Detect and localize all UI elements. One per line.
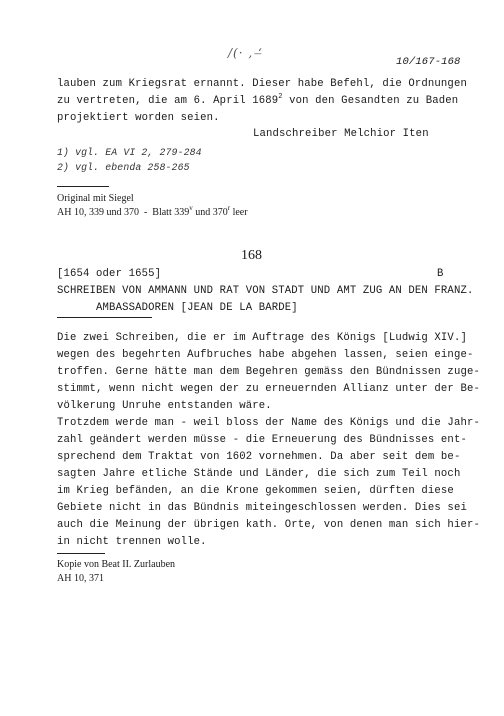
body-line: sagten Jahre etliche Stände und Länder, die sich zum Teil noch [57,468,461,480]
separator-rule [57,317,152,318]
body-line: völkerung Unruhe entstanden wäre. [57,400,272,412]
body-line: auch die Meinung der übrigen kath. Orte, von denen man sich hier- [57,519,480,531]
source-note [57,192,248,220]
text-line: lauben zum Kriegsrat ernannt. Dieser habe Befehl, die Ordnungen [57,78,467,90]
continuation-paragraph [57,76,467,127]
footnote: 2) vgl. ebenda 258-265 [57,161,190,173]
document-title [57,283,473,317]
document-letter: B [437,268,444,280]
text-line: projektiert worden seien. [57,112,220,124]
body-line: Trotzdem werde man - weil bloss der Name des Königs und die Jahr- [57,417,480,429]
document-number: 168 [241,248,262,263]
body-line: wegen des begehrten Aufbruches habe abgehen lassen, seien einge- [57,349,474,361]
text-line: zu vertreten, die am 6. April 1689$^2$ von den Gesandten zu Baden [57,93,459,107]
source-line: AH 10, 339 und 370 - Blatt 339$^v$ und 370$^r$ leer [57,204,248,218]
body-line: im Krieg befänden, an die Krone gekommen seien, dürften diese [57,485,454,497]
signature: Landschreiber Melchior Iten [253,128,429,140]
separator-rule [57,186,109,187]
separator-rule [57,553,105,554]
body-line: troffen. Gerne hätte man dem Begehren gemäss den Bündnissen zuge- [57,366,480,378]
handwritten-mark: ​/(· , ʻ̶ [228,46,263,60]
title-line: SCHREIBEN VON AMMANN UND RAT VON STADT UND AMT ZUG AN DEN FRANZ. [57,285,474,297]
footnotes [57,146,202,175]
source-line: AH 10, 371 [57,573,104,584]
source-line: Original mit Siegel [57,193,134,204]
body-line: in nicht trennen wolle. [57,536,207,548]
body-text [57,330,480,551]
footnote: 1) vgl. EA VI 2, 279-284 [57,147,202,158]
source-line: Kopie von Beat II. Zurlauben [57,559,176,570]
body-line: Gebiete nicht in das Bündnis miteingeschlossen werden. Dies sei [57,502,467,514]
source-note [57,558,175,586]
document-date: [1654 oder 1655] [57,268,162,280]
body-line: zahl geändert werden müsse - die Erneuerung des Bündnisses ent- [57,434,467,446]
body-line: Die zwei Schreiben, die er im Auftrage des Königs [Ludwig XIV.] [57,332,467,344]
body-line: stimmt, wenn nicht wegen der zu erneuernden Allianz unter der Be- [57,383,480,395]
body-line: sprechend dem Traktat von 1602 vornehmen. Da aber seit dem be- [57,451,461,463]
footnote-marker: 2 [278,93,283,101]
page-reference: 10/167-168 [396,56,461,68]
title-line: AMBASSADOREN [JEAN DE LA BARDE] [57,302,298,314]
